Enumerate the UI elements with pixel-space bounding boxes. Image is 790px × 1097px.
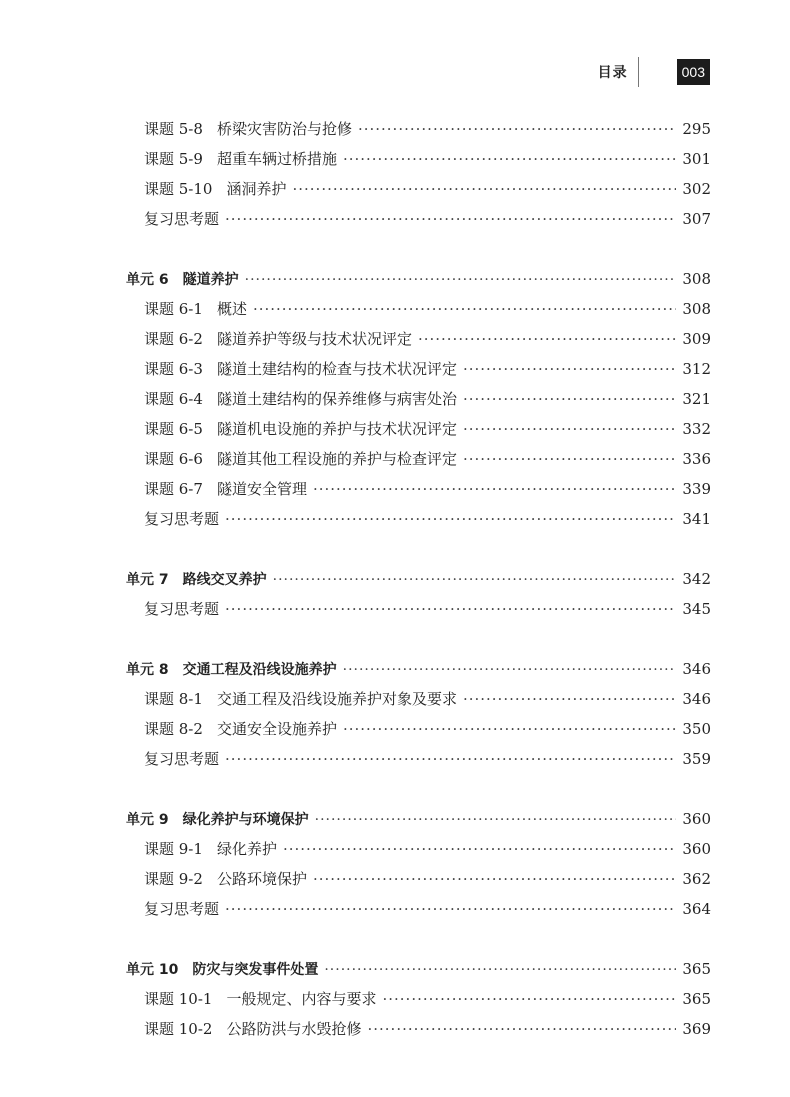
- toc-page-number: 345: [682, 600, 711, 618]
- toc-entry-title: 桥梁灾害防治与抢修: [216, 120, 352, 138]
- toc-entry-title: 绿化养护与环境保护: [182, 812, 309, 828]
- toc-lesson-row[interactable]: [126, 504, 711, 534]
- toc-lesson-row[interactable]: [126, 894, 711, 924]
- toc-page-number: 369: [682, 1020, 711, 1038]
- toc-entry-title: 交通安全设施养护: [216, 720, 337, 738]
- toc-unit-row[interactable]: [126, 654, 711, 684]
- dot-leader: [225, 744, 676, 774]
- toc-page-number: 312: [682, 360, 711, 378]
- toc-lesson-row[interactable]: [126, 834, 711, 864]
- toc-page-number: 346: [682, 660, 711, 678]
- dot-leader: [463, 444, 676, 474]
- toc-entry-label: 课题 6-1: [144, 300, 203, 318]
- toc-entry-label: 课题 5-8: [144, 120, 203, 138]
- section-gap: [126, 774, 711, 804]
- toc-entry-title: 隧道土建结构的保养维修与病害处治: [216, 390, 457, 408]
- dot-leader: [358, 114, 676, 144]
- toc-lesson-row[interactable]: [126, 684, 711, 714]
- toc-page-number: 365: [682, 960, 711, 978]
- dot-leader: [313, 864, 676, 894]
- toc-entry-title: 概述: [216, 300, 247, 318]
- page-header: [598, 58, 710, 86]
- toc-entry-title: 路线交叉养护: [182, 572, 267, 588]
- toc-page-number: 362: [682, 870, 711, 888]
- toc-page-number: 301: [682, 150, 711, 168]
- section-gap: [126, 534, 711, 564]
- toc-entry-title: 复习思考题: [144, 900, 220, 918]
- toc-entry-label: 课题 8-1: [144, 690, 203, 708]
- toc-entry-label: 课题 6-2: [144, 330, 203, 348]
- dot-leader: [463, 384, 676, 414]
- toc-entry-title: 涵洞养护: [226, 180, 287, 198]
- toc-lesson-row[interactable]: [126, 1014, 711, 1044]
- toc-page-number: 332: [682, 420, 711, 438]
- toc-entry-label: 课题 5-10: [144, 180, 213, 198]
- toc-lesson-row[interactable]: [126, 474, 711, 504]
- toc-entry-label: 课题 9-2: [144, 870, 203, 888]
- toc-entry-title: 隧道土建结构的检查与技术状况评定: [216, 360, 457, 378]
- section-gap: [126, 624, 711, 654]
- toc-unit-row[interactable]: [126, 564, 711, 594]
- toc-entry-label: 课题 9-1: [144, 840, 203, 858]
- toc-entry-title: 交通工程及沿线设施养护: [182, 662, 337, 678]
- toc-lesson-row[interactable]: [126, 324, 711, 354]
- section-gap: [126, 924, 711, 954]
- toc-entry-label: 课题 10-2: [144, 1020, 213, 1038]
- toc-lesson-row[interactable]: [126, 444, 711, 474]
- dot-leader: [343, 714, 676, 744]
- toc-page-number: 308: [682, 270, 711, 288]
- toc-page-number: 336: [682, 450, 711, 468]
- dot-leader: [367, 1014, 676, 1044]
- toc-entry-title: 隧道养护等级与技术状况评定: [216, 330, 412, 348]
- toc-entry-label: 课题 6-6: [144, 450, 203, 468]
- dot-leader: [225, 504, 676, 534]
- toc-page-number: 365: [682, 990, 711, 1008]
- toc-page-number: 360: [682, 810, 711, 828]
- toc-unit-row[interactable]: [126, 954, 711, 984]
- toc-lesson-row[interactable]: [126, 714, 711, 744]
- dot-leader: [463, 354, 676, 384]
- toc-entry-title: 公路防洪与水毁抢修: [226, 1020, 362, 1038]
- dot-leader: [343, 144, 676, 174]
- toc-lesson-row[interactable]: [126, 594, 711, 624]
- toc-page-number: 308: [682, 300, 711, 318]
- toc-lesson-row[interactable]: [126, 114, 711, 144]
- toc-entry-label: 课题 6-4: [144, 390, 203, 408]
- toc-entry-label: 课题 5-9: [144, 150, 203, 168]
- header-divider: [638, 57, 639, 87]
- toc-entry-title: 绿化养护: [216, 840, 277, 858]
- toc-lesson-row[interactable]: [126, 354, 711, 384]
- dot-leader: [324, 955, 676, 985]
- toc-page-number: 360: [682, 840, 711, 858]
- toc-page-number: 342: [682, 570, 711, 588]
- toc-page-number: 364: [682, 900, 711, 918]
- page-number-badge: 003: [677, 59, 710, 85]
- toc-entry-label: 课题 6-3: [144, 360, 203, 378]
- toc-entry-title: 隧道养护: [182, 272, 239, 288]
- toc-lesson-row[interactable]: [126, 174, 711, 204]
- toc-page-number: 309: [682, 330, 711, 348]
- toc-entry-title: 隧道安全管理: [216, 480, 307, 498]
- dot-leader: [225, 594, 676, 624]
- dot-leader: [225, 204, 676, 234]
- dot-leader: [253, 294, 676, 324]
- toc-entry-title: 复习思考题: [144, 600, 220, 618]
- dot-leader: [418, 324, 676, 354]
- dot-leader: [273, 565, 677, 595]
- toc-entry-label: 单元 9: [126, 812, 169, 828]
- toc-entry-label: 课题 6-5: [144, 420, 203, 438]
- toc-entry-label: 单元 7: [126, 572, 169, 588]
- dot-leader: [463, 684, 676, 714]
- toc-page-number: 321: [682, 390, 711, 408]
- toc-lesson-row[interactable]: [126, 384, 711, 414]
- toc-page-number: 295: [682, 120, 711, 138]
- toc-lesson-row[interactable]: [126, 864, 711, 894]
- toc-entry-title: 防灾与突发事件处置: [192, 962, 319, 978]
- dot-leader: [343, 655, 677, 685]
- toc-page-number: 302: [682, 180, 711, 198]
- dot-leader: [463, 414, 676, 444]
- toc-entry-title: 超重车辆过桥措施: [216, 150, 337, 168]
- toc-entry-title: 复习思考题: [144, 510, 220, 528]
- toc-entry-title: 复习思考题: [144, 210, 220, 228]
- section-gap: [126, 234, 711, 264]
- dot-leader: [315, 805, 677, 835]
- dot-leader: [245, 265, 677, 295]
- toc-unit-row[interactable]: [126, 804, 711, 834]
- toc-unit-row[interactable]: [126, 264, 711, 294]
- toc-entry-title: 复习思考题: [144, 750, 220, 768]
- dot-leader: [225, 894, 676, 924]
- toc-page-number: 350: [682, 720, 711, 738]
- table-of-contents: [126, 114, 711, 1044]
- toc-page-number: 346: [682, 690, 711, 708]
- toc-entry-label: 单元 10: [126, 962, 179, 978]
- toc-entry-label: 课题 6-7: [144, 480, 203, 498]
- header-title: 目录: [597, 65, 628, 81]
- dot-leader: [283, 834, 676, 864]
- toc-entry-label: 课题 10-1: [144, 990, 213, 1008]
- dot-leader: [382, 984, 676, 1014]
- toc-entry-title: 隧道机电设施的养护与技术状况评定: [216, 420, 457, 438]
- toc-entry-label: 单元 6: [126, 272, 169, 288]
- toc-entry-title: 一般规定、内容与要求: [226, 990, 377, 1008]
- toc-lesson-row[interactable]: [126, 294, 711, 324]
- toc-lesson-row[interactable]: [126, 984, 711, 1014]
- toc-entry-label: 单元 8: [126, 662, 169, 678]
- toc-page-number: 341: [682, 510, 711, 528]
- toc-page-number: 339: [682, 480, 711, 498]
- dot-leader: [313, 474, 676, 504]
- dot-leader: [292, 174, 676, 204]
- toc-entry-title: 公路环境保护: [216, 870, 307, 888]
- toc-page-number: 307: [682, 210, 711, 228]
- toc-entry-label: 课题 8-2: [144, 720, 203, 738]
- toc-lesson-row[interactable]: [126, 414, 711, 444]
- toc-page-number: 359: [682, 750, 711, 768]
- toc-lesson-row[interactable]: [126, 744, 711, 774]
- toc-lesson-row[interactable]: [126, 144, 711, 174]
- toc-lesson-row[interactable]: [126, 204, 711, 234]
- toc-entry-title: 交通工程及沿线设施养护对象及要求: [216, 690, 457, 708]
- toc-entry-title: 隧道其他工程设施的养护与检查评定: [216, 450, 457, 468]
